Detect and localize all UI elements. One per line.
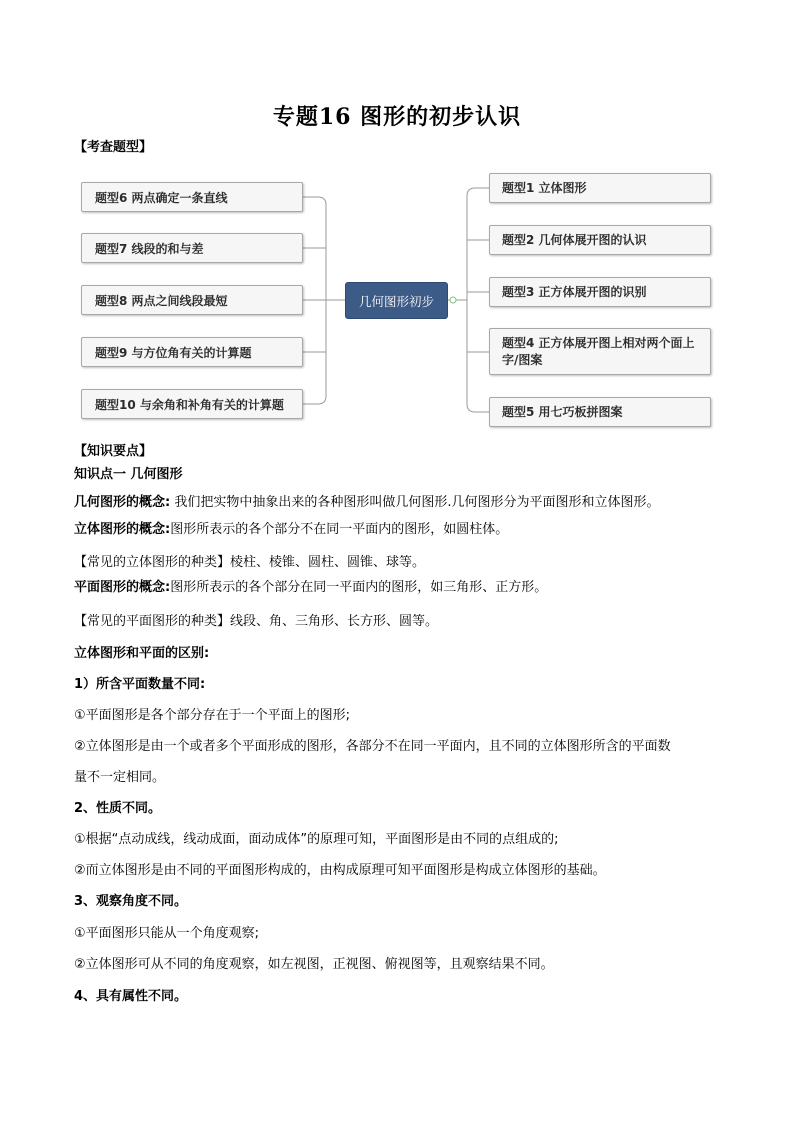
concept-geometric-figure — [74, 493, 659, 513]
mindmap-left-node: 题型7 线段的和与差 — [81, 233, 303, 263]
concept-label: 几何图形的概念: — [74, 495, 171, 510]
mindmap-right-node: 题型2 几何体展开图的认识 — [489, 225, 711, 255]
concept-text: 图形所表示的各个部分在同一平面内的图形，如三角形、正方形。 — [170, 580, 548, 595]
difference-2-point-b: ②而立体图形是由不同的平面图形构成的，由构成原理可知平面图形是构成立体图形的基础。 — [74, 863, 606, 878]
section-heading-question-types: 【考查题型】 — [74, 140, 153, 155]
knowledge-point-title: 知识点一 几何图形 — [74, 467, 183, 482]
mindmap-center-node: 几何图形初步 — [345, 282, 448, 319]
mindmap-right-node: 题型1 立体图形 — [489, 173, 711, 203]
section-heading-knowledge: 【知识要点】 — [74, 444, 153, 459]
concept-label: 平面图形的概念: — [74, 580, 171, 595]
difference-1-title: 1）所含平面数量不同: — [74, 677, 206, 692]
concept-plane-figure — [74, 578, 547, 598]
mindmap-left-node: 题型9 与方位角有关的计算题 — [81, 337, 303, 367]
difference-1-point-b-cont: 量不一定相同。 — [74, 770, 166, 785]
mindmap-left-node: 题型10 与余角和补角有关的计算题 — [81, 389, 303, 419]
mindmap-left-node: 题型6 两点确定一条直线 — [81, 182, 303, 212]
concept-label: 立体图形的概念: — [74, 522, 171, 537]
concept-text: 我们把实物中抽象出来的各种图形叫做几何图形.几何图形分为平面图形和立体图形。 — [170, 495, 660, 510]
difference-1-point-a: ①平面图形是各个部分存在于一个平面上的图形; — [74, 708, 351, 723]
difference-3-point-a: ①平面图形只能从一个角度观察; — [74, 926, 260, 941]
mindmap-right-node: 题型3 正方体展开图的识别 — [489, 277, 711, 307]
concept-text: 图形所表示的各个部分不在同一平面内的图形，如圆柱体。 — [170, 522, 509, 537]
difference-title: 立体图形和平面的区别: — [74, 646, 210, 661]
mindmap-right-node: 题型5 用七巧板拼图案 — [489, 397, 711, 427]
difference-3-title: 3、观察角度不同。 — [74, 894, 188, 909]
difference-4-title: 4、具有属性不同。 — [74, 989, 188, 1004]
mindmap-left-node: 题型8 两点之间线段最短 — [81, 285, 303, 315]
mindmap-right-node: 题型4 正方体展开图上相对两个面上字/图案 — [489, 328, 711, 375]
page-title: 专题16 图形的初步认识 — [272, 104, 522, 130]
difference-1-point-b: ②立体图形是由一个或者多个平面形成的图形，各部分不在同一平面内，且不同的立体图形所含的平面数 — [74, 739, 671, 754]
difference-2-point-a: ①根据“点动成线，线动成面，面动成体”的原理可知，平面图形是由不同的点组成的; — [74, 832, 559, 847]
plane-figure-types: 【常见的平面图形的种类】线段、角、三角形、长方形、圆等。 — [74, 614, 439, 629]
solid-figure-types: 【常见的立体图形的种类】棱柱、棱锥、圆柱、圆锥、球等。 — [74, 555, 426, 570]
difference-2-title: 2、性质不同。 — [74, 801, 162, 816]
difference-3-point-b: ②立体图形可从不同的角度观察，如左视图，正视图、俯视图等，且观察结果不同。 — [74, 957, 554, 972]
collapse-toggle-icon — [450, 297, 456, 303]
concept-solid-figure — [74, 520, 508, 540]
